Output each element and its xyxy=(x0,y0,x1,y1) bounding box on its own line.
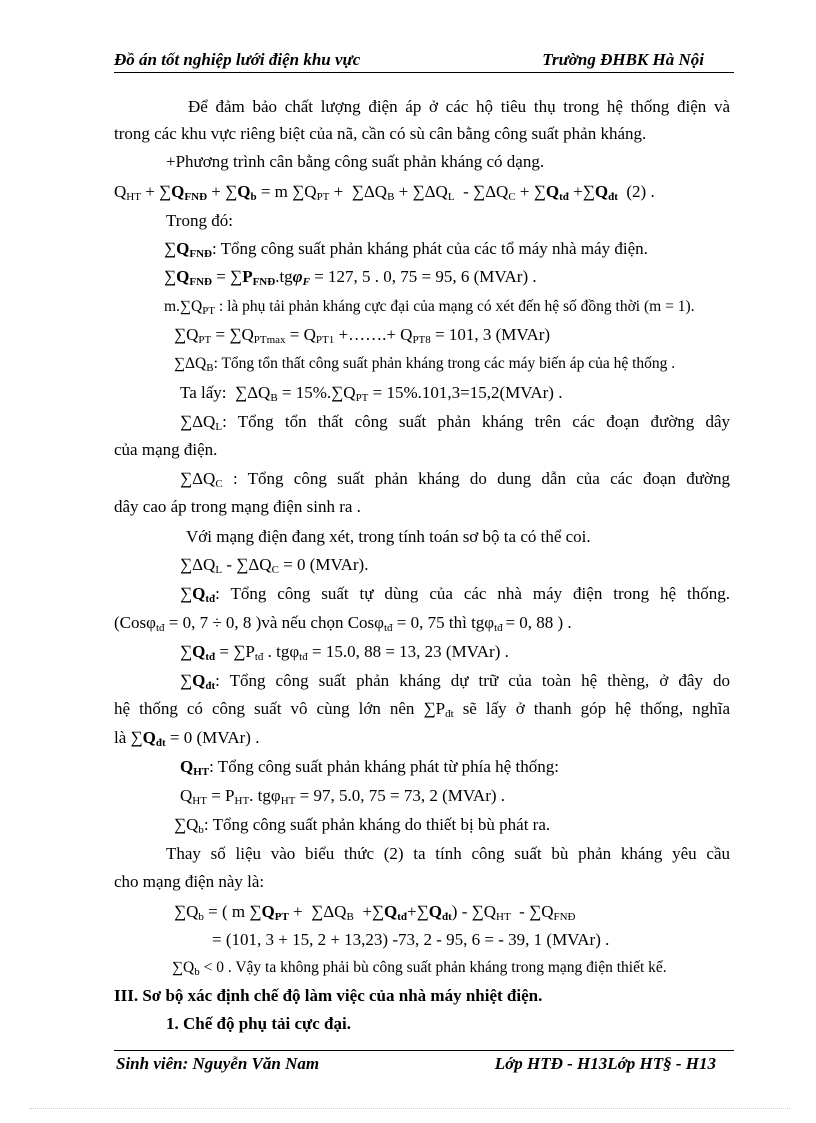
paragraph-line: Trong đó: xyxy=(166,211,233,230)
paragraph-line: cho mạng điện này là: xyxy=(114,872,265,891)
formula-qpt: $\sum Q_{PT} = \sum Q_{PTmax} = Q_{PT1}$ +…….+ $Q_{PT8} = 101$, 3 (MVAr) xyxy=(174,325,551,346)
definition-qtd: $\sum Q_{tđ}$: Tổng công suất tự dùng của các nhà máy điện trong hệ thống. xyxy=(180,584,730,605)
formula-dqb: Ta lấy: $\sum\Delta Q_B = 15\%.\sum Q_{PT}$ = 15%.101,3=15,2(MVAr) . xyxy=(180,383,563,404)
equation-number: (2) . xyxy=(626,182,655,201)
footer-rule xyxy=(114,1050,734,1051)
definition-qht: $Q_{HT}$: Tổng công suất phản kháng phát từ phía hệ thống: xyxy=(180,757,559,778)
conclusion-line: $\sum Q_b < 0$ . Vậy ta không phải bù công suất phản kháng trong mạng điện thiết kế. xyxy=(172,959,667,978)
formula-qht: $Q_{HT} = P_{HT}$. tgφ$_{HT}$ = 97, 5.0, 75 = 73, 2 (MVAr) . xyxy=(180,786,506,807)
formula-qb: $\sum Q_b$ = ( m $\sum Q_{PT} + \sum\Delta Q_B +\sum Q_{tđ}+\sum Q_{đt}) - \sum Q_{HT} - \sum Q_{FNĐ}$ xyxy=(174,902,576,923)
formula-qtd: $\sum Q_{tđ} = \sum P_{tđ}$ . tgφ$_{tđ}$ = 15.0, 88 = 13, 23 (MVAr) . xyxy=(180,642,509,663)
paragraph-line: Với mạng điện đang xét, trong tính toán sơ bộ ta có thể coi. xyxy=(186,527,591,546)
paragraph-line: là $\sum Q_{đt} = 0$ (MVAr) . xyxy=(114,728,260,749)
paragraph-line: Thay số liệu vào biểu thức (2) ta tính công suất bù phản kháng yêu cầu xyxy=(166,844,730,863)
definition-qb: $\sum Q_b$: Tổng công suất phản kháng do thiết bị bù phát ra. xyxy=(174,815,551,836)
paragraph-line: (Cosφ$_{tđ}$ = 0, 7 ÷ 0, 8 )và nếu chọn Cosφ$_{tđ}$ = 0, 75 thì tgφ$_{tđ}$ = 0, 88 ) . xyxy=(114,613,572,634)
paragraph-line: trong các khu vực riêng biệt của nã, cần có sù cân bằng công suất phản kháng. xyxy=(114,124,647,143)
paragraph-line: của mạng điện. xyxy=(114,440,218,459)
definition-dql: $\sum\Delta Q_L$: Tổng tổn thất công suất phản kháng trên các đoạn đường dây xyxy=(180,412,730,433)
definition-dqb: $\sum\Delta Q_B$: Tổng tổn thất công suất phản kháng trong các máy biến áp của hệ thống . xyxy=(174,355,676,374)
formula-dql-dqc: $\sum\Delta Q_L - \sum\Delta Q_C = 0$ (MVAr). xyxy=(180,555,369,576)
page-edge-divider xyxy=(30,1108,790,1109)
definition-dqc: $\sum\Delta Q_C$ : Tổng công suất phản kháng do dung dẫn của các đoạn đường xyxy=(180,469,731,490)
header-school: Trường ĐHBK Hà Nội xyxy=(542,50,704,69)
footer-class: Lớp HTĐ - H13Lớp HT§ - H13 xyxy=(494,1054,716,1073)
subsection-heading: 1. Chế độ phụ tải cực đại. xyxy=(166,1014,351,1033)
paragraph-line: Để đảm bảo chất lượng điện áp ở các hộ tiêu thụ trong hệ thống điện và xyxy=(188,97,730,116)
footer-student: Sinh viên: Nguyễn Văn Nam xyxy=(116,1054,320,1073)
page-footer xyxy=(114,1054,734,1078)
header-rule xyxy=(114,72,734,73)
page-header xyxy=(114,48,734,72)
paragraph-line: dây cao áp trong mạng điện sinh ra . xyxy=(114,497,361,516)
paragraph-line: hệ thống có công suất vô cùng lớn nên $\sum P_{đt}$ sẽ lấy ở thanh góp hệ thống, nghĩa xyxy=(114,699,731,720)
definition-mqpt: $m.\sum Q_{PT}$ : là phụ tải phản kháng cực đại của mạng có xét đến hệ số đồng thời (m = 1). xyxy=(164,298,695,317)
paragraph-line: +Phương trình cân bằng công suất phản kháng có dạng. xyxy=(166,152,545,171)
section-heading: III. Sơ bộ xác định chế độ làm việc của nhà máy nhiệt điện. xyxy=(114,986,543,1005)
formula-qb-result: = (101, 3 + 15, 2 + 13,23) -73, 2 - 95, 6 = - 39, 1 (MVAr) . xyxy=(212,930,610,949)
formula-qfnd: $\sum Q_{FNĐ} = \sum P_{FNĐ}.tg\varphi_F = 127$, 5 . 0, 75 = 95, 6 (MVAr) . xyxy=(164,267,537,288)
header-title: Đồ án tốt nghiệp lưới điện khu vực xyxy=(114,50,361,69)
definition-qfnd: $\sum Q_{FNĐ}$: Tổng công suất phản kháng phát của các tổ máy nhà máy điện. xyxy=(164,239,648,260)
equation-balance: $Q_{HT} + \sum Q_{FNĐ} + \sum Q_b = m$ $\sum Q_{PT} + \sum\Delta Q_B + \sum\Delta Q_L - \sum\Delta Q_C + \sum Q_{tđ} +\sum Q_{đt}$ (2) . xyxy=(114,182,655,203)
definition-qdt: $\sum Q_{đt}$: Tổng công suất phản kháng dự trữ của toàn hệ thèng, ở đây do xyxy=(180,671,730,692)
